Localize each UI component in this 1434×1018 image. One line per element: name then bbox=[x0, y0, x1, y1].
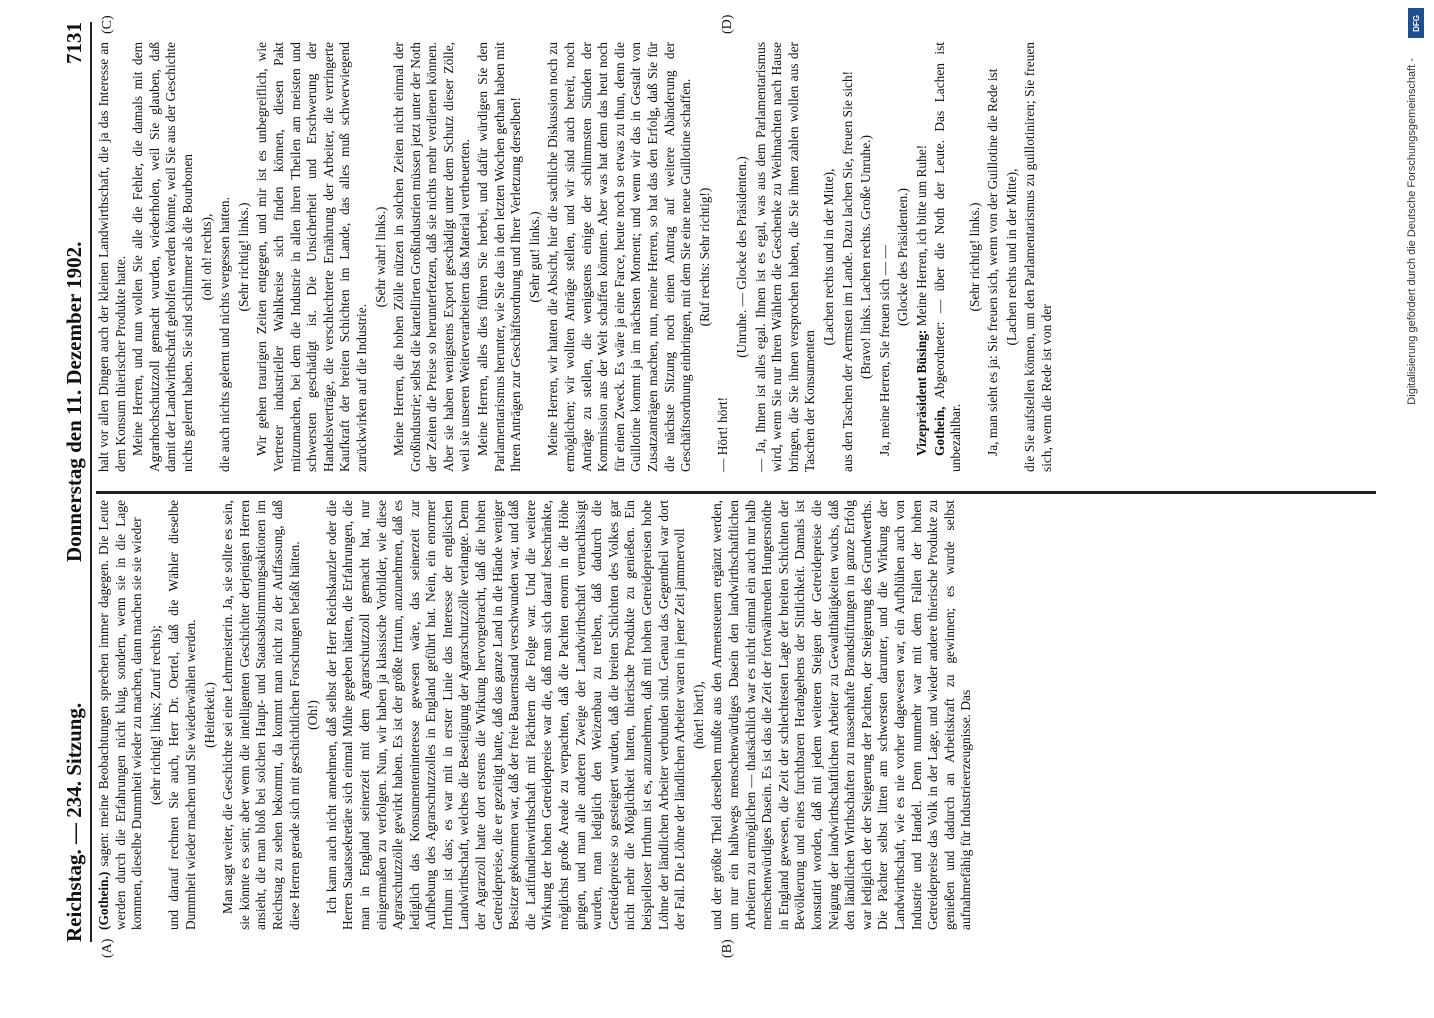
right-paragraph: Abgeordneter: — über die Noth der Leute. Das Lachen ist unbezahlbar. bbox=[931, 42, 964, 472]
page-number: 7131 bbox=[62, 22, 86, 64]
interjection: (Sehr richtig! links.) bbox=[966, 202, 982, 312]
right-paragraph: Meine Herren, alles dies führen Sie herbei, und dafür würdigen Sie den Parlamentarismus herunter, wie Sie das in den letzten Wochen gethan haben mit Ihren Anträgen zur Geschäftsordnung und Ihrer Verletzung derselben! bbox=[475, 42, 524, 472]
left-paragraph: sagen: meine Beobachtungen sprechen immer dagegen. Die Leute werden durch die Erfahrungen nicht klug, sondern, wenn sie in die Lage kommen, dieselbe Dummheit wieder zu machen, dann machen sie sie wieder bbox=[96, 500, 145, 930]
left-paragraph: Man sagt weiter, die Geschichte sei eine Lehrmeisterin. Ja, sie sollte es sein, sie könnte es sein; aber wenn die intelligenten Geschichter derjenigen Herren ansieht, die man bloß bei solchen Haupt- und Staatsabstimmungsaktionen im Reichstag zu sehen bekommt, da kommt man nicht zu der Auffassung, daß diese Herren gerade sich mit geschichtlichen Forschungen befaßt hätten. bbox=[220, 500, 302, 930]
margin-letter-a: (A) bbox=[100, 938, 115, 958]
interjection: (Sehr wahr! links.) bbox=[372, 206, 388, 308]
interjection: (Ruf rechts: Sehr richtig!) bbox=[696, 187, 712, 327]
interjection: (oh! oh! rechts), bbox=[198, 213, 214, 301]
right-paragraph: Meine Herren, wir hatten die Absicht, hier die sachliche Diskussion noch zu ermöglichen; wir wollten Anträge stellen, und wir sind auch bereit, noch Anträge zu stellen, die wenigstens einige der schlimmsten Sünden der Kommission aus der Welt schaffen könnten. Aber was hat denn das heut noch für einen Zweck. Es wäre ja eine Farce, heute noch so etwas zu thun, denn die Guillotine kommt ja im nächsten Moment; und wenn wir das in Gestalt von Zusatzanträgen machen, nun, meine Herren, so hat das den Erfolg, daß Sie für die nächste Sitzung noch einen Antrag auf weitere Abänderung der Geschäftsordnung einbringen, mit dem Sie eine neue Guillotine schaffen. bbox=[545, 42, 694, 472]
interjection: (Lachen rechts und in der Mitte), bbox=[820, 168, 836, 346]
right-paragraph: Wir gehen traurigen Zeiten entgegen, und mir ist es unbegreiflich, wie Vertreter industrieller Wahlkreise sich finden können, diesen Pakt mitzumachen, bei dem die Industrie in allen ihren Theilen am meisten und schwersten geschädigt ist. Die Unsicherheit und Erschwerung der Handelsverträge, die verschlechterte Ernährung der Arbeiter, die verringerte Kaufkraft der breiten Schichten im Lande, das alles muß schwerwiegend zurückwirken auf die Industrie. bbox=[254, 42, 369, 472]
interjection: (Glocke des Präsidenten.) bbox=[895, 188, 911, 326]
right-paragraph: Meine Herren, die hohen Zölle nützen in solchen Zeiten nicht einmal der Großindustrie; selbst die kartellirten Großindustrien müssen jetzt unter der Noth der Zeiten die Preise so herunterfetzen, daß sie nichts mehr verdienen können. Aber sie haben wenigstens Export geschädigt unter dem Schutz dieser Zölle, weil sie unseren Weiterverarbeitern das Material vertheuerten. bbox=[391, 42, 473, 472]
interjection: (hört! hört!), bbox=[690, 681, 706, 749]
right-paragraph: Ja, man sieht es ja: Sie freuen sich, wenn von der Guillotine die Rede ist bbox=[985, 68, 1001, 456]
column-divider bbox=[96, 491, 1376, 494]
credit-sidebar bbox=[1404, 8, 1426, 1018]
margin-letter-b: (B) bbox=[720, 939, 735, 958]
margin-letter-d: (D) bbox=[720, 14, 735, 34]
right-paragraph: die Sie aufstellen können, um den Parlamentarismus zu guillotiniren; Sie freuen sich, wenn die Rede ist von der bbox=[1022, 42, 1055, 472]
interjection: (Oh!) bbox=[305, 700, 321, 730]
interjection: (Sehr richtig! links.) bbox=[235, 202, 251, 312]
interjection: (Sehr gut! links.) bbox=[526, 211, 542, 303]
header-left: Reichstag. — 234. Sitzung. bbox=[62, 702, 86, 942]
interjection: (Heiterkeit.) bbox=[201, 682, 217, 748]
right-paragraph: — Hört! hört! bbox=[715, 396, 731, 472]
interjection: (Unruhe. — Glocke des Präsidenten.) bbox=[733, 156, 749, 358]
header-date: Donnerstag den 11. Dezember 1902. bbox=[62, 241, 86, 562]
interjection: (sehr richtig! links; Zuruf rechts); bbox=[147, 625, 163, 805]
speaker-name: Vizepräsident Büsing: bbox=[913, 329, 929, 456]
left-paragraph: und darauf rechnen Sie auch, Herr Dr. Oertel, daß die Wähler dieselbe Dummheit wieder machen und Sie wiederwählen werden. bbox=[166, 500, 198, 930]
page-header bbox=[60, 22, 92, 942]
margin-letter-c: (C) bbox=[100, 15, 115, 34]
left-paragraph: und der größte Theil derselben mußte aus den Armensteuern ergänzt werden, um nur ein halbwegs menschenwürdiges Dasein den landwirthschaftlichen Arbeitern zu ermöglichen — thatsächlich war es nicht einmal ein auch nur halb menschenwürdiges Dasein. Es ist das die Zeit der fortwährenden Hungersnöthe in England gewesen, die Zeit der schlechtesten Lage der breiten Schichten der Bevölkerung und eines furchtbaren Herabgehens der Sittlichkeit. Damals ist konstatirt worden, daß mit jedem weiteren Steigen der Getreidepreise die Neigung der landwirthschaftlichen Arbeiter zu Gewaltthätigkeiten wuchs, daß den ländlichen Wirthschaften zu massenhafte Brandstiftungen in ganze Erfolg war lediglich der der Steigerung der Pachten, der Steigerung des Grundwerths. Die Pächter selbst litten am schwersten darunter, und die Wirkung der Landwirthschaft, wie es nie vorher dagewesen war, ein Aufblühen auch von Industrie und Handel. Denn nunmehr war mit dem Fallen der hohen Getreidepreise das Volk in der Lage, und wieder andere thierische Produkte zu genießen und dadurch an Arbeitskraft zu gewinnen; es wurde selbst aufnahmefähig für Industrieerzeugnisse. Das bbox=[709, 500, 974, 930]
credit-text: Digitalisierung gefördert durch die Deutsche Forschungsgemeinschaft - bbox=[1406, 58, 1418, 405]
right-paragraph: — Ja, Ihnen ist alles egal. Ihnen ist es egal, was aus dem Parlamentarismus wird, wenn Sie nur Ihren Wählern die Geschenke zu Weihnachten nach Hause bringen, die Sie ihnen versprochen haben, die Sie ihnen zahlen wollen aus der Taschen der Konsumenten bbox=[752, 42, 818, 472]
speaker-tag: (Gothein.) bbox=[96, 871, 111, 930]
left-paragraph: Ich kann auch nicht annehmen, daß selbst der Herr Reichskanzler oder die Herren Staatssekretäre sich einmal Mühe gegeben hätten, die Erfahrungen, die man in England seinerzeit mit dem Agrarschutzzoll gemacht hat, nur einigermaßen zu verfolgen. Nun, wir haben ja klassische Vorbilder, wie diese Agrarschutzzölle gewirkt haben. Es ist der größte Irrtum, anzunehmen, daß es lediglich das Konsumenteninteresse gewesen wäre, das seinerzeit zur Aufhebung des Agrarschutzzolles in England geführt hat. Nein, ein enormer Irrthum ist das; es war mit in erster Linie das Interesse der englischen Landwirthschaft, welches die Beseitigung der Agrarschutzzölle verlangte. Denn der Agrarzoll hatte dort erstens die Wirkung hervorgebracht, daß die hohen Getreidepreise, die er gezeitigt hatte, daß das ganze Land in die Hände weniger Besitzer gekommen war, daß der freie Bauernstand verschwunden war, und daß die Latifundienwirthschaft mit Pächtern die Folge war. Und die weitere Wirkung der hohen Getreidepreise war die, daß man sich darauf beschränkte, möglichst große Areale zu verpachten, daß die Pachten enorm in die Höhe gingen, und man alle anderen Zweige der Landwirthschaft vernachlässigt wurden, man lediglich den Weizenbau zu treiben, daß dadurch die Getreidepreise so gesteigert wurden, daß die breiten Schichten des Volkes gar nicht mehr die Möglichkeit hatten, thierische Produkte zu genießen. Ein beispielloser Irrthum ist es, anzunehmen, daß mit hohen Getreidepreisen hohe Löhne der ländlichen Arbeiter verbunden sind. Genau das Gegentheil war dort der Fall. Die Löhne der ländlichen Arbeiter waren in jener Zeit jammervoll bbox=[323, 500, 688, 930]
interjection: (Bravo! links. Lachen rechts. Große Unruhe.) bbox=[858, 135, 874, 379]
right-paragraph: Ja, meine Herren, Sie freuen sich — — bbox=[876, 245, 892, 456]
right-column bbox=[96, 42, 1057, 472]
right-paragraph: Meine Herren, und nun wollen Sie alle die Fehler, die damals mit dem Agrarhochschutzzoll gemacht wurden, wiederholen, weil Sie glauben, daß damit der Landwirthschaft geholfen werden könnte, weil Sie aus der Geschichte nichts gelernt haben. Sie sind schlimmer als die Bourbonen bbox=[130, 42, 195, 472]
right-paragraph: aus den Taschen der Aermsten im Lande. Dazu lachen Sie, freuen Sie sich! bbox=[839, 70, 855, 472]
dfg-logo bbox=[1408, 8, 1424, 38]
speaker-name: Gothein, bbox=[931, 406, 947, 456]
right-paragraph: die auch nichts gelernt und nichts vergessen hatten. bbox=[217, 197, 233, 472]
dfg-label: DFG bbox=[1411, 14, 1421, 32]
left-column bbox=[96, 500, 976, 930]
right-paragraph: Meine Herren, ich bitte um Ruhe! bbox=[913, 144, 929, 327]
interjection: (Lachen rechts und in der Mitte), bbox=[1003, 168, 1019, 346]
right-paragraph: halt vor allen Dingen auch der kleinen Landwirthschaft, die ja das Interesse an dem Konsum thierischer Produkte hatte. bbox=[96, 42, 128, 472]
